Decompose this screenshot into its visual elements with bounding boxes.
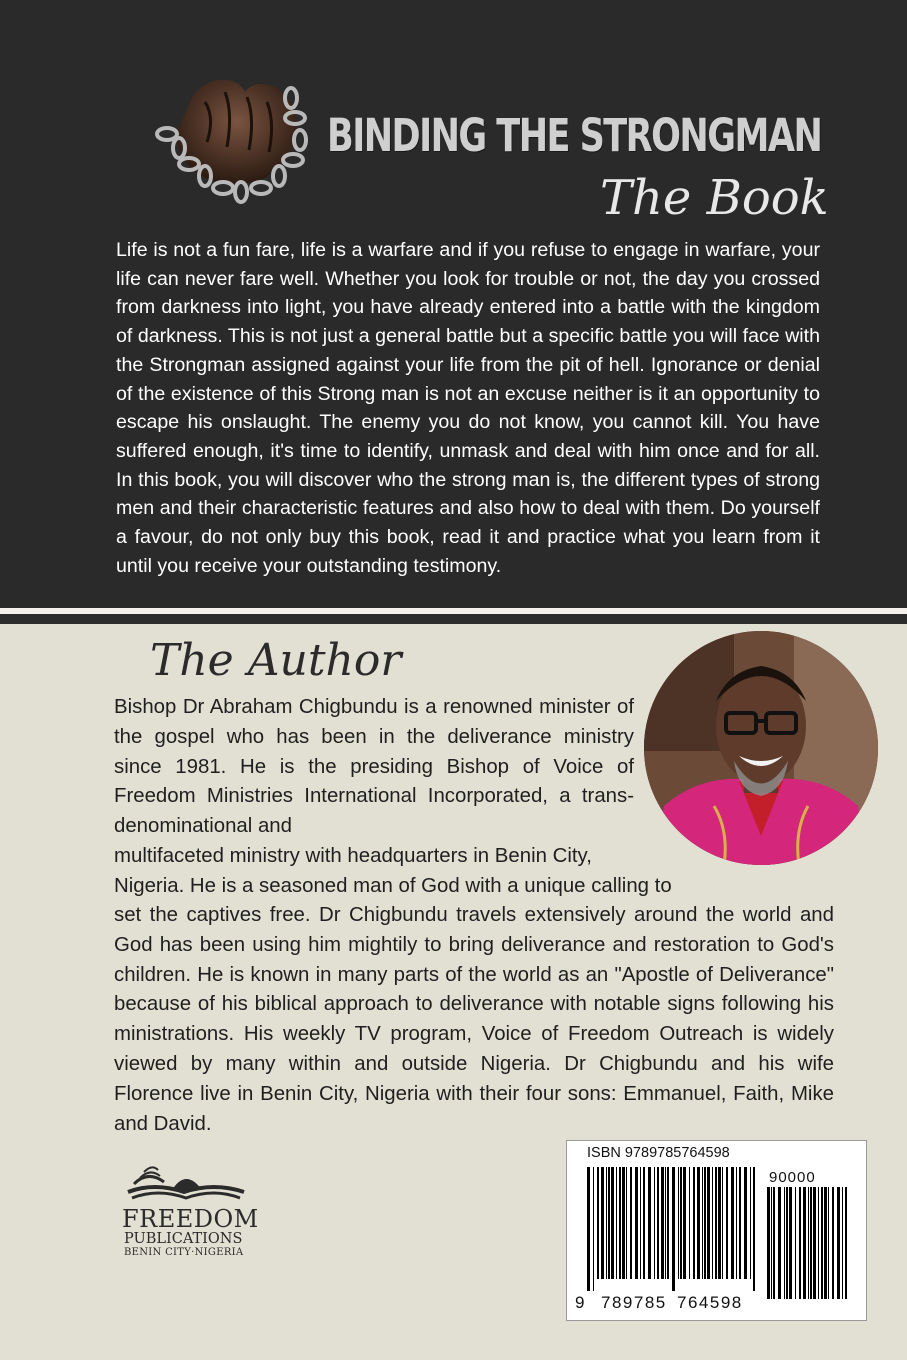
- barcode-digits-right: 764598: [677, 1293, 743, 1312]
- barcode-bar: [842, 1187, 843, 1299]
- open-book-logo-icon: [124, 1160, 248, 1202]
- author-heading: The Author: [150, 635, 402, 686]
- barcode-bar: [606, 1167, 607, 1279]
- barcode-bar: [736, 1167, 737, 1279]
- barcode-bar: [626, 1167, 627, 1279]
- book-title: BINDING THE STRONGMAN: [327, 109, 822, 162]
- barcode-bar: [808, 1187, 809, 1299]
- barcode-bar: [795, 1187, 796, 1299]
- barcode-bar: [773, 1187, 775, 1299]
- barcode-bar: [712, 1167, 713, 1279]
- publisher-name: FREEDOM: [122, 1205, 259, 1233]
- barcode-bar: [678, 1167, 679, 1279]
- barcode-bar: [640, 1167, 641, 1279]
- barcode-bar: [704, 1167, 706, 1279]
- barcode-bar: [813, 1187, 816, 1299]
- barcode-bar: [643, 1167, 645, 1279]
- barcode-bar: [672, 1167, 675, 1291]
- isbn-barcode: [566, 1140, 867, 1321]
- barcode-bar: [767, 1187, 770, 1299]
- barcode-bar: [799, 1187, 801, 1299]
- barcode-bar: [593, 1167, 594, 1291]
- barcode-bar: [726, 1167, 728, 1279]
- barcode-bar: [667, 1167, 669, 1279]
- author-portrait: [644, 631, 878, 865]
- publisher-logo: [118, 1160, 263, 1270]
- barcode-bar: [630, 1167, 632, 1279]
- barcode-bar: [771, 1187, 772, 1299]
- barcode-bar: [810, 1187, 812, 1299]
- barcode-bar: [744, 1167, 747, 1279]
- barcode-bar: [707, 1167, 710, 1279]
- barcode-bar: [739, 1167, 741, 1279]
- barcode-bar: [718, 1167, 721, 1279]
- barcode-bar: [731, 1167, 734, 1279]
- book-subtitle: The Book: [600, 170, 829, 226]
- barcode-bar: [689, 1167, 690, 1279]
- barcode-bar: [622, 1167, 625, 1279]
- divider-dark: [0, 614, 907, 624]
- barcode-bar: [616, 1167, 617, 1279]
- barcode-bar: [619, 1167, 621, 1279]
- barcode-bar: [661, 1167, 664, 1279]
- author-bio-part-2: multifaceted ministry with headquarters in Benin City,: [114, 845, 592, 867]
- author-bio-part-1: Bishop Dr Abraham Chigbundu is a renowned minister of the gospel who has been in the deliverance ministry since 1981. He is the presiding Bishop of Voice of Freedom Ministries International Incorporated, a trans-denominational and: [114, 696, 634, 838]
- barcode-bar: [680, 1167, 682, 1279]
- chained-fists-icon: [145, 72, 315, 212]
- barcode-bar: [715, 1167, 717, 1279]
- barcode-bar: [828, 1187, 829, 1299]
- publisher-location: BENIN CITY·NIGERIA: [124, 1247, 244, 1258]
- barcode-bar: [824, 1187, 827, 1299]
- barcode-bar: [693, 1167, 695, 1279]
- isbn-label: ISBN 9789785764598: [587, 1145, 730, 1161]
- top-panel: [0, 0, 907, 608]
- barcode-bar: [784, 1187, 785, 1299]
- barcode-bars: [587, 1167, 757, 1291]
- barcode-bar: [657, 1167, 659, 1279]
- barcode-bar: [803, 1187, 806, 1299]
- barcode-bar: [702, 1167, 703, 1279]
- barcode-bar: [611, 1167, 614, 1279]
- barcode-bar: [722, 1167, 723, 1279]
- barcode-bar: [845, 1187, 847, 1299]
- barcode-bar: [683, 1167, 686, 1279]
- barcode-bar: [648, 1167, 651, 1279]
- barcode-bar: [587, 1167, 590, 1291]
- barcode-addon-bars: [767, 1187, 849, 1299]
- barcode-bar: [786, 1187, 788, 1299]
- barcode-bar: [821, 1187, 823, 1299]
- barcode-bar: [837, 1187, 840, 1299]
- barcode-bar: [750, 1167, 751, 1279]
- barcode-digit-lead: 9: [575, 1293, 585, 1312]
- barcode-bar: [597, 1167, 599, 1279]
- barcode-digits-left: 789785: [601, 1293, 667, 1312]
- barcode-bar: [818, 1187, 819, 1299]
- barcode-bar: [601, 1167, 604, 1279]
- barcode-addon-number: 90000: [769, 1169, 816, 1186]
- barcode-bar: [789, 1187, 792, 1299]
- barcode-bar: [665, 1167, 666, 1279]
- publisher-subname: PUBLICATIONS: [124, 1231, 243, 1247]
- barcode-bar: [778, 1187, 781, 1299]
- author-bio-part-4: set the captives free. Dr Chigbundu travels extensively around the world and God has been using him mightily to bring deliverance and restoration to God's children. He is known in many parts of the world as an "Apostle of Deliverance" because of his biblical approach to deliverance with notable signs following his ministrations. His weekly TV program, Voice of Freedom Outreach is widely viewed by many within and outside Nigeria. Dr Chigbundu and his wife Florence live in Benin City, Nigeria with their four sons: Emmanuel, Faith, Mike and David.: [114, 904, 834, 1135]
- barcode-bar: [608, 1167, 610, 1279]
- book-blurb: Life is not a fun fare, life is a warfare and if you refuse to engage in warfare, your life can never fare well. Whether you look for trouble or not, the day you crossed from darkness into light, you have already entered into a battle with the kingdom of darkness. This is not just a general battle but a specific battle you will face with the Strongman assigned against your life from the pit of hell. Ignorance or denial of the existence of this Strong man is not an excuse neither is it an opportunity to escape his onslaught. The enemy you do not know, you cannot kill. You have suffered enough, it's time to identify, unmask and deal with him once and for all. In this book, you will discover who the strong man is, the different types of strong men and their characteristic features and also how to deal with them. Do yourself a favour, do not only buy this book, read it and practice what you learn from it until you receive your outstanding testimony.: [116, 239, 820, 577]
- barcode-bar: [654, 1167, 655, 1279]
- barcode-bar: [832, 1187, 834, 1299]
- barcode-bar: [753, 1167, 755, 1291]
- barcode-bar: [697, 1167, 700, 1279]
- author-bio-part-3: Nigeria. He is a seasoned man of God with a unique calling to: [114, 875, 672, 897]
- barcode-bar: [635, 1167, 638, 1279]
